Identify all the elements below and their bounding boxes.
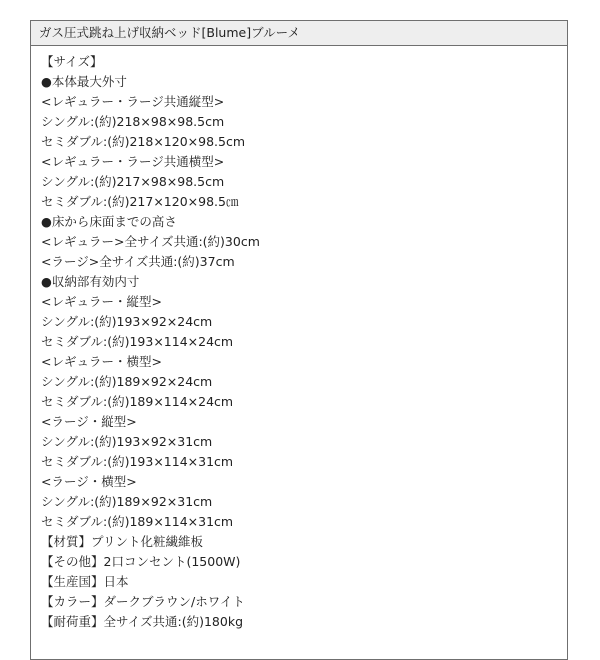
spec-table bbox=[30, 20, 568, 660]
spec-line: <ラージ・縦型> bbox=[41, 414, 137, 429]
spec-line-load-capacity: 【耐荷重】全サイズ共通:(約)180kg bbox=[41, 614, 243, 629]
spec-line-other: 【その他】2口コンセント(1500W) bbox=[41, 554, 241, 569]
spec-line: シングル:(約)193×92×31cm bbox=[41, 434, 213, 449]
spec-line: セミダブル:(約)218×120×98.5cm bbox=[41, 134, 246, 149]
spec-table-body bbox=[31, 46, 567, 632]
spec-line: セミダブル:(約)217×120×98.5㎝ bbox=[41, 194, 239, 209]
spec-line-size-heading: 【サイズ】 bbox=[41, 54, 103, 69]
spec-line: <ラージ>全サイズ共通:(約)37cm bbox=[41, 254, 235, 269]
spec-line: <レギュラー・ラージ共通縦型> bbox=[41, 94, 225, 109]
spec-line: <ラージ・横型> bbox=[41, 474, 137, 489]
spec-table-title: ガス圧式跳ね上げ収納ベッド[Blume]ブルーメ bbox=[31, 21, 567, 46]
spec-line-material: 【材質】プリント化粧繊維板 bbox=[41, 534, 204, 549]
spec-line-country: 【生産国】日本 bbox=[41, 574, 129, 589]
spec-line-outer-dimensions: ●本体最大外寸 bbox=[41, 74, 127, 89]
spec-line: シングル:(約)189×92×24cm bbox=[41, 374, 213, 389]
spec-line: <レギュラー・横型> bbox=[41, 354, 162, 369]
spec-line-storage-dimensions: ●収納部有効内寸 bbox=[41, 274, 140, 289]
spec-line: セミダブル:(約)189×114×31cm bbox=[41, 514, 234, 529]
spec-line: <レギュラー・縦型> bbox=[41, 294, 162, 309]
spec-line: シングル:(約)193×92×24cm bbox=[41, 314, 213, 329]
spec-line: <レギュラー・ラージ共通横型> bbox=[41, 154, 225, 169]
spec-line: シングル:(約)218×98×98.5cm bbox=[41, 114, 225, 129]
spec-line: セミダブル:(約)193×114×31cm bbox=[41, 454, 234, 469]
spec-line: シングル:(約)189×92×31cm bbox=[41, 494, 213, 509]
spec-line: セミダブル:(約)189×114×24cm bbox=[41, 394, 234, 409]
spec-line: シングル:(約)217×98×98.5cm bbox=[41, 174, 225, 189]
spec-line: <レギュラー>全サイズ共通:(約)30cm bbox=[41, 234, 260, 249]
spec-line: セミダブル:(約)193×114×24cm bbox=[41, 334, 234, 349]
spec-line-color: 【カラー】ダークブラウン/ホワイト bbox=[41, 594, 245, 609]
spec-line-floor-height: ●床から床面までの高さ bbox=[41, 214, 177, 229]
